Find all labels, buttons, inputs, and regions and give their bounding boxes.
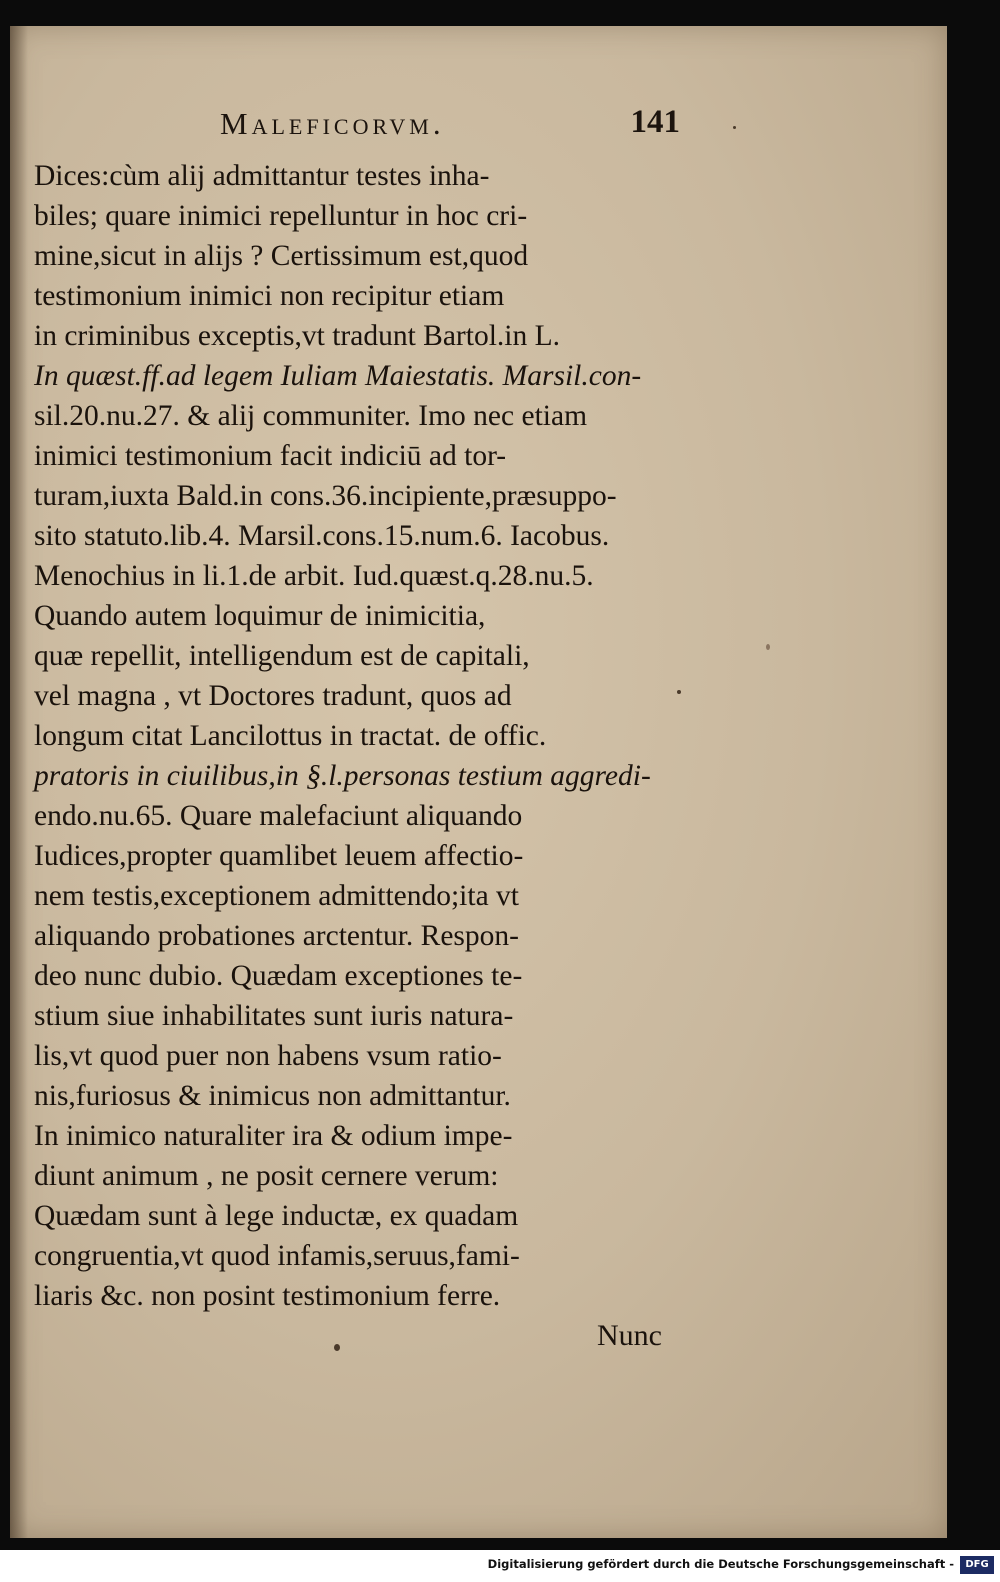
text-line: inimici testimonium facit indiciū ad tor- <box>34 440 507 472</box>
text-line: quæ repellit, intelligendum est de capitali, <box>34 640 530 672</box>
text-line: Dices:cùm alij admittantur testes inha- <box>34 160 490 192</box>
funding-credit: Digitalisierung gefördert durch die Deutsche Forschungsgemeinschaft - <box>487 1557 954 1571</box>
text-line: in criminibus exceptis,vt tradunt Bartol.in L. <box>34 320 560 352</box>
ink-spot <box>766 644 770 650</box>
body-text <box>34 156 674 1356</box>
text-line: Iudices,propter quamlibet leuem affectio- <box>34 840 524 872</box>
text-line: testimonium inimici non recipitur etiam <box>34 280 505 312</box>
page-number: 141 <box>630 104 680 140</box>
text-line: endo.nu.65. Quare malefaciunt aliquando <box>34 800 523 832</box>
ink-spot <box>334 1344 340 1351</box>
text-line: In quæst.ff.ad legem Iuliam Maiestatis. Marsil.con- <box>34 360 642 392</box>
text-line: biles; quare inimici repelluntur in hoc cri- <box>34 200 528 232</box>
text-line: sito statuto.lib.4. Marsil.cons.15.num.6. Iacobus. <box>34 520 610 552</box>
text-line: longum citat Lancilottus in tractat. de offic. <box>34 720 547 752</box>
text-line: Quædam sunt à lege inductæ, ex quadam <box>34 1200 519 1232</box>
ink-spot <box>733 126 736 129</box>
ink-spot <box>677 690 681 694</box>
text-line: liaris &c. non posint testimonium ferre. <box>34 1280 501 1312</box>
text-line: turam,iuxta Bald.in cons.36.incipiente,præsuppo- <box>34 480 617 512</box>
text-line: stium siue inhabilitates sunt iuris natura- <box>34 1000 514 1032</box>
digitization-footer <box>0 1550 1000 1582</box>
text-line: congruentia,vt quod infamis,seruus,fami- <box>34 1240 520 1272</box>
text-line: diunt animum , ne posit cernere verum: <box>34 1160 499 1192</box>
text-line: In inimico naturaliter ira & odium impe- <box>34 1120 513 1152</box>
page-header <box>220 104 680 148</box>
text-line: vel magna , vt Doctores tradunt, quos ad <box>34 680 512 712</box>
book-page <box>10 26 947 1538</box>
text-line: nis,furiosus & inimicus non admittantur. <box>34 1080 511 1112</box>
text-line: Menochius in li.1.de arbit. Iud.quæst.q.28.nu.5. <box>34 560 594 592</box>
text-line: mine,sicut in alijs ? Certissimum est,quod <box>34 240 529 272</box>
catchword: Nunc <box>597 1319 662 1352</box>
text-line: lis,vt quod puer non habens vsum ratio- <box>34 1040 502 1072</box>
text-line: sil.20.nu.27. & alij communiter. Imo nec etiam <box>34 400 588 432</box>
dfg-logo: DFG <box>960 1556 994 1574</box>
text-line: Quando autem loquimur de inimicitia, <box>34 600 486 632</box>
text-line: pratoris in ciuilibus,in §.l.personas testium aggredi- <box>34 760 651 792</box>
text-line: deo nunc dubio. Quædam exceptiones te- <box>34 960 523 992</box>
text-line: nem testis,exceptionem admittendo;ita vt <box>34 880 519 912</box>
running-title: Maleficorvm. <box>220 106 445 141</box>
text-line: aliquando probationes arctentur. Respon- <box>34 920 519 952</box>
